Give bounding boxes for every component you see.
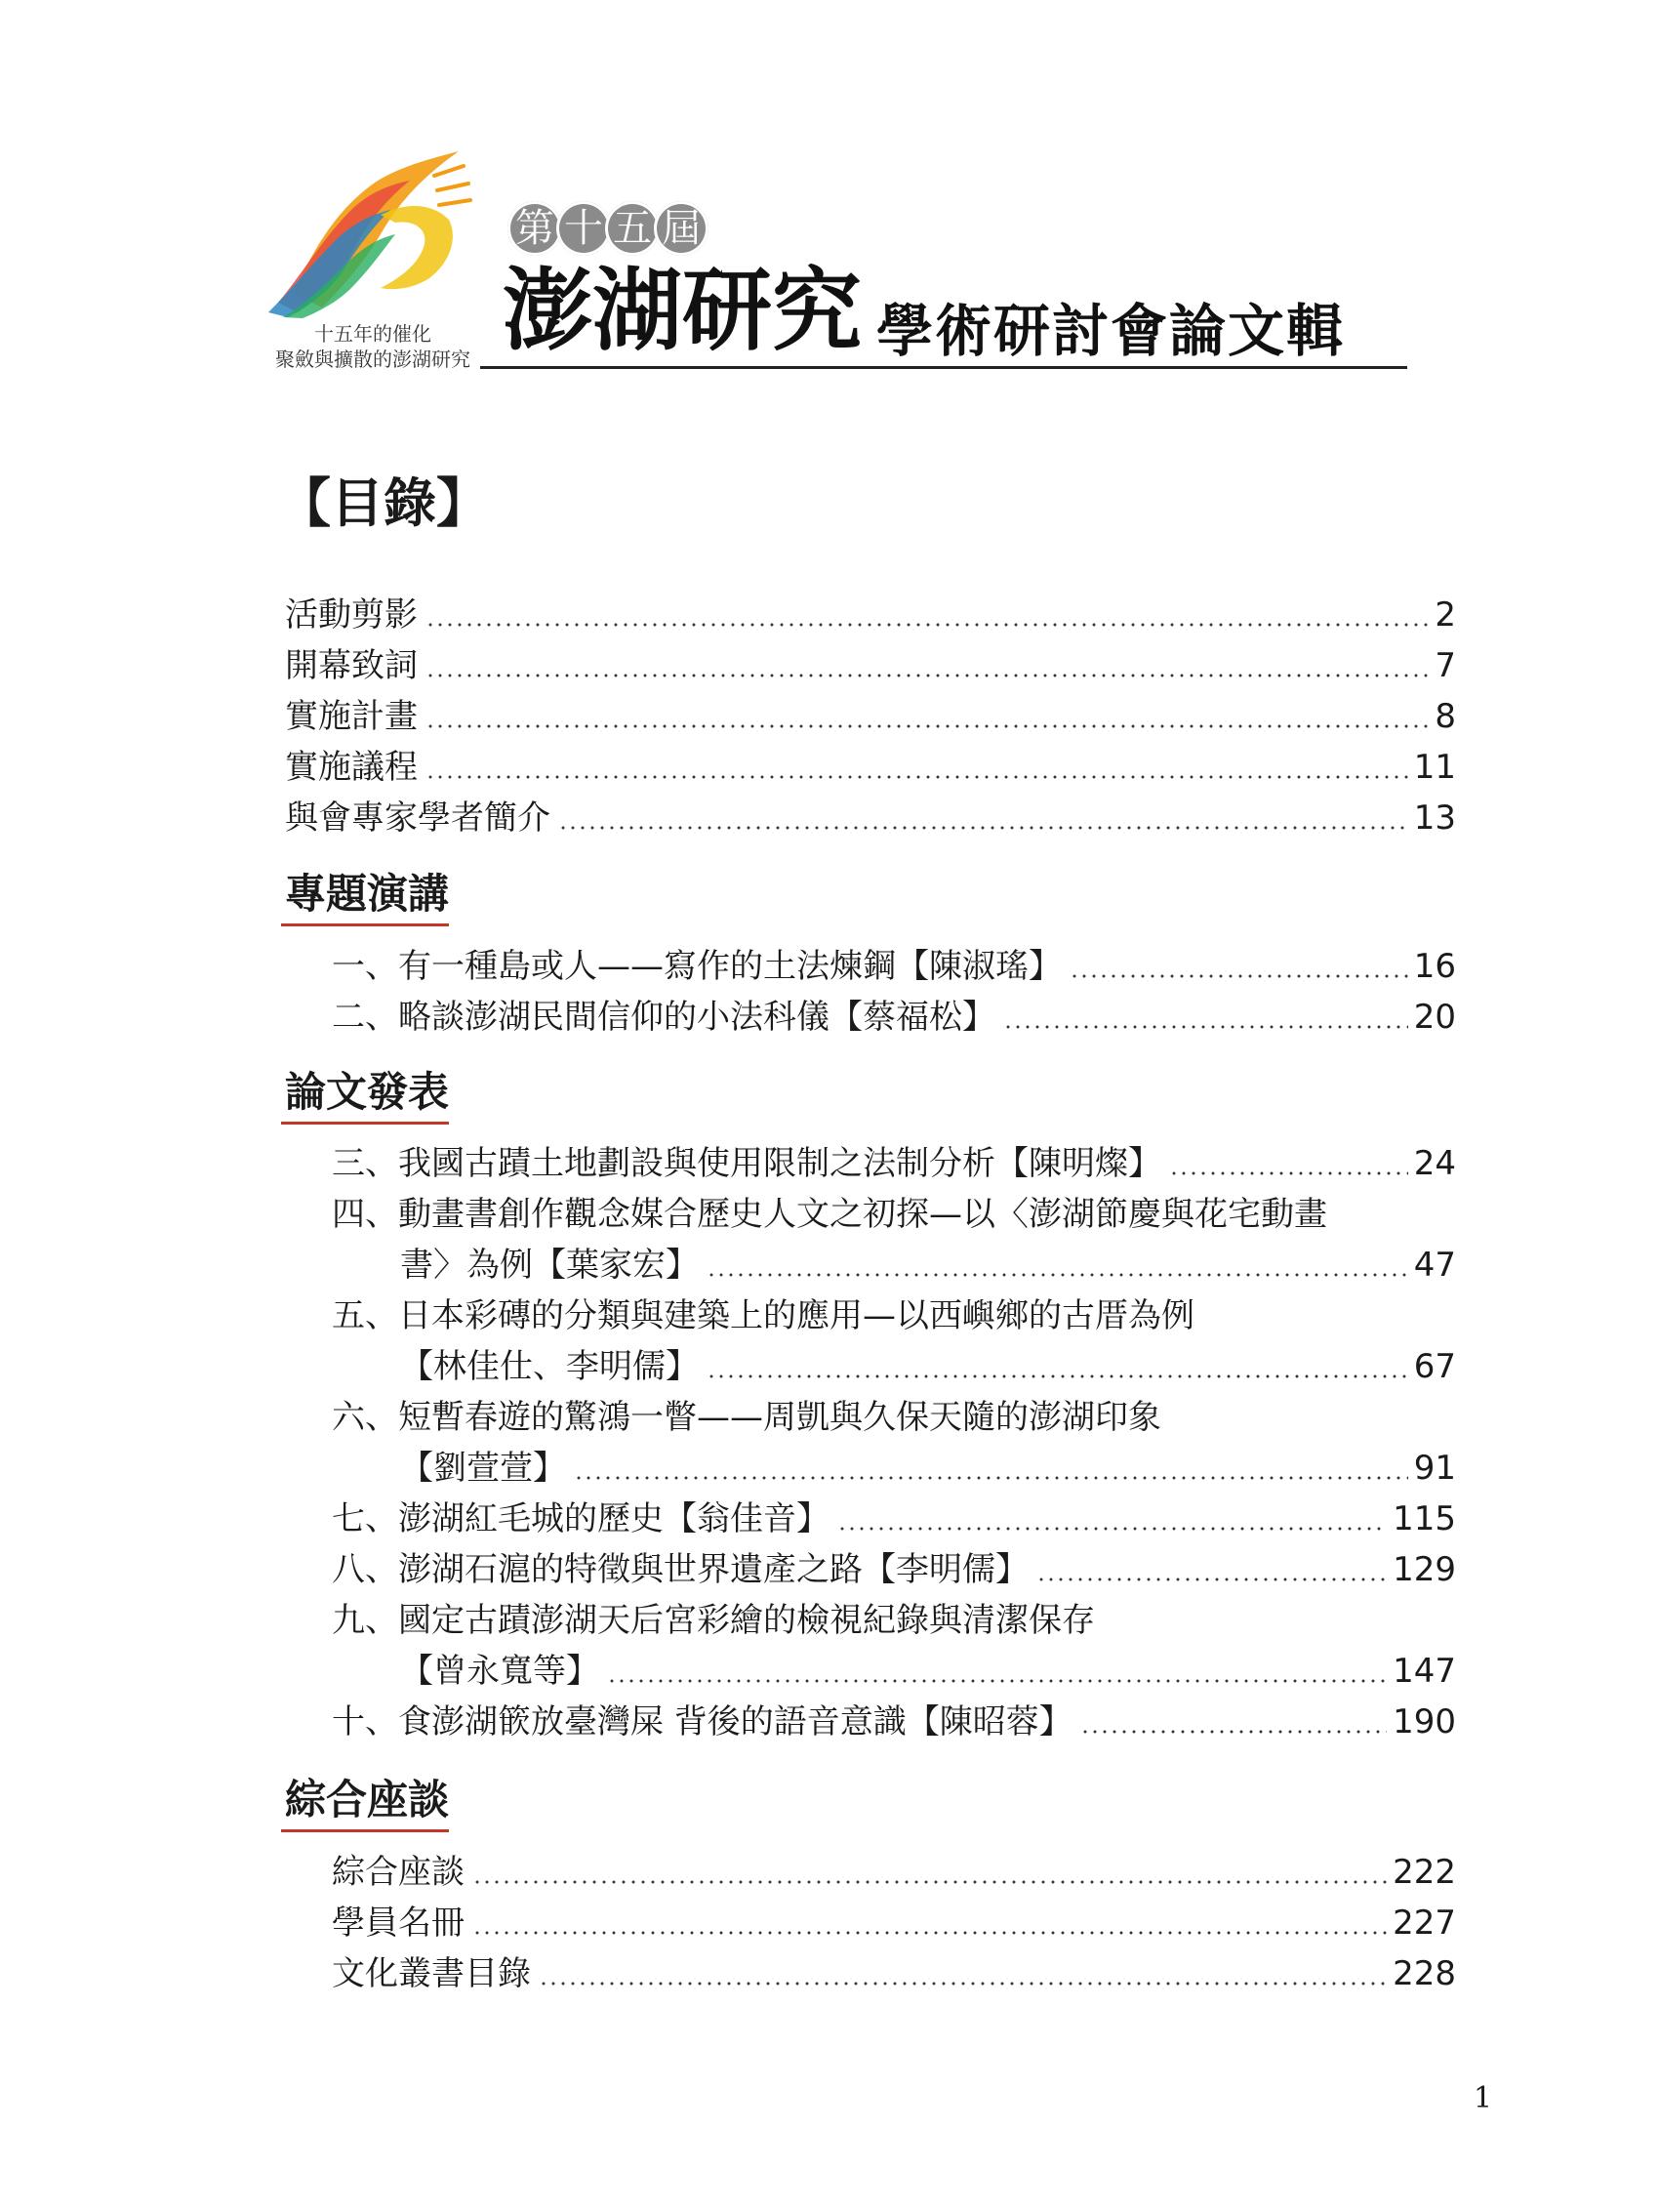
toc-entry-title[interactable]: 九、國定古蹟澎湖天后宮彩繪的檢視紀錄與清潔保存 bbox=[332, 1601, 1095, 1640]
dot-leader bbox=[1070, 974, 1408, 978]
toc-entry-continuation: 書〉為例【葉家宏】 bbox=[400, 1246, 699, 1285]
toc-entry-title: 實施計畫 bbox=[285, 697, 418, 736]
toc-entry[interactable] bbox=[285, 691, 1456, 742]
toc-entry-title: 十、食澎湖篏放臺灣屎 背後的語音意識【陳昭蓉】 bbox=[332, 1702, 1072, 1741]
edition-badge bbox=[507, 200, 703, 257]
book-title-sub: 學術研討會論文輯 bbox=[876, 298, 1346, 364]
toc-entry-title: 實施議程 bbox=[285, 748, 418, 787]
toc-entry[interactable] bbox=[332, 1494, 1456, 1544]
toc-entry[interactable] bbox=[332, 1847, 1456, 1898]
toc-entry-page: 20 bbox=[1413, 998, 1456, 1037]
dot-leader bbox=[472, 1931, 1387, 1935]
toc-entry-page: 24 bbox=[1413, 1144, 1456, 1183]
page-number: 1 bbox=[1474, 2081, 1493, 2115]
toc-entry[interactable] bbox=[285, 640, 1456, 691]
toc-entry-title: 一、有一種島或人——寫作的土法煉鋼【陳淑瑤】 bbox=[332, 947, 1062, 986]
dot-leader bbox=[1003, 1025, 1408, 1029]
toc-entry-page: 91 bbox=[1413, 1449, 1456, 1488]
toc-entry[interactable] bbox=[400, 1646, 1456, 1697]
dot-leader bbox=[425, 623, 1429, 627]
section-underline bbox=[281, 1829, 449, 1832]
toc-entry-page: 8 bbox=[1435, 697, 1456, 736]
book-title-main: 澎湖研究 bbox=[503, 258, 863, 363]
toc-entry[interactable] bbox=[332, 941, 1456, 992]
toc-entry-page: 147 bbox=[1393, 1652, 1456, 1691]
toc-entry-title[interactable]: 四、動畫書創作觀念媒合歷史人文之初探—以〈澎湖節慶與花宅動畫 bbox=[332, 1195, 1327, 1234]
toc-entry-page: 2 bbox=[1435, 595, 1456, 635]
toc-entry-page: 7 bbox=[1435, 646, 1456, 685]
dot-leader bbox=[425, 775, 1408, 779]
toc-entry[interactable] bbox=[400, 1443, 1456, 1494]
dot-leader bbox=[607, 1679, 1387, 1683]
dot-leader bbox=[1169, 1171, 1408, 1175]
toc-heading: 【目錄】 bbox=[278, 471, 489, 534]
toc-entry-page: 115 bbox=[1393, 1499, 1456, 1538]
dot-leader bbox=[837, 1527, 1387, 1531]
logo-tagline-2: 聚斂與擴散的澎湖研究 bbox=[275, 348, 470, 371]
toc-entry-title: 與會專家學者簡介 bbox=[285, 799, 550, 838]
toc-entry-title: 開幕致詞 bbox=[285, 646, 418, 685]
edition-char: 五 bbox=[605, 201, 660, 256]
dot-leader bbox=[472, 1880, 1387, 1884]
toc-entry-title: 文化叢書目錄 bbox=[332, 1954, 531, 1993]
header-rule bbox=[480, 366, 1407, 369]
dot-leader bbox=[425, 724, 1429, 728]
toc-entry-page: 129 bbox=[1393, 1550, 1456, 1589]
toc-entry[interactable] bbox=[285, 793, 1456, 843]
toc-entry-continuation: 【曾永寬等】 bbox=[400, 1652, 599, 1691]
toc-entry-title: 活動剪影 bbox=[285, 595, 418, 635]
toc-entry-page: 47 bbox=[1413, 1246, 1456, 1285]
toc-entry-title: 三、我國古蹟土地劃設與使用限制之法制分析【陳明燦】 bbox=[332, 1144, 1161, 1183]
dot-leader bbox=[1080, 1730, 1387, 1734]
edition-char: 第 bbox=[507, 201, 562, 256]
toc-entry[interactable] bbox=[285, 590, 1456, 640]
logo-15-graphic bbox=[263, 146, 478, 322]
toc-entry-page: 11 bbox=[1413, 748, 1456, 787]
toc-entry-page: 67 bbox=[1413, 1347, 1456, 1386]
toc-entry-title: 綜合座談 bbox=[332, 1853, 465, 1892]
conference-logo bbox=[263, 146, 478, 322]
toc-entry[interactable] bbox=[332, 1697, 1456, 1747]
toc-entry[interactable] bbox=[285, 742, 1456, 793]
toc-entry-page: 227 bbox=[1393, 1904, 1456, 1943]
toc-entry-continuation: 【劉萱萱】 bbox=[400, 1449, 566, 1488]
toc-entry[interactable] bbox=[332, 992, 1456, 1043]
dot-leader bbox=[574, 1476, 1408, 1480]
toc-entry-title: 學員名冊 bbox=[332, 1904, 465, 1943]
section-underline bbox=[281, 1122, 449, 1125]
toc-entry-page: 16 bbox=[1413, 947, 1456, 986]
toc-entry[interactable] bbox=[332, 1138, 1456, 1189]
section-title: 專題演講 bbox=[285, 870, 450, 918]
toc-entry-page: 13 bbox=[1413, 799, 1456, 838]
edition-char: 屆 bbox=[654, 201, 708, 256]
toc-entry[interactable] bbox=[332, 1948, 1456, 1999]
edition-char: 十 bbox=[556, 201, 611, 256]
toc-entry[interactable] bbox=[332, 1544, 1456, 1595]
section-title: 綜合座談 bbox=[285, 1776, 450, 1823]
toc-entry-page: 228 bbox=[1393, 1954, 1456, 1993]
toc-entry-title[interactable]: 六、短暫春遊的驚鴻一瞥——周凱與久保天隨的澎湖印象 bbox=[332, 1398, 1161, 1437]
toc-entry[interactable] bbox=[400, 1240, 1456, 1290]
toc-entry-title[interactable]: 五、日本彩磚的分類與建築上的應用—以西嶼鄉的古厝為例 bbox=[332, 1296, 1194, 1335]
toc-entry-title: 二、略談澎湖民間信仰的小法科儀【蔡福松】 bbox=[332, 998, 995, 1037]
logo-tagline-1: 十五年的催化 bbox=[314, 322, 431, 346]
toc-entry-title: 七、澎湖紅毛城的歷史【翁佳音】 bbox=[332, 1499, 830, 1538]
toc-entry[interactable] bbox=[332, 1898, 1456, 1948]
toc-entry-page: 222 bbox=[1393, 1853, 1456, 1892]
dot-leader bbox=[707, 1374, 1408, 1378]
dot-leader bbox=[1036, 1577, 1387, 1581]
dot-leader bbox=[558, 826, 1408, 830]
dot-leader bbox=[707, 1273, 1408, 1277]
toc-entry[interactable] bbox=[400, 1341, 1456, 1392]
toc-entry-continuation: 【林佳仕、李明儒】 bbox=[400, 1347, 699, 1386]
dot-leader bbox=[539, 1982, 1387, 1986]
toc-entry-page: 190 bbox=[1393, 1702, 1456, 1741]
toc-entry-title: 八、澎湖石滬的特徵與世界遺產之路【李明儒】 bbox=[332, 1550, 1029, 1589]
dot-leader bbox=[425, 674, 1429, 677]
section-underline bbox=[281, 923, 449, 926]
section-title: 論文發表 bbox=[285, 1068, 450, 1116]
